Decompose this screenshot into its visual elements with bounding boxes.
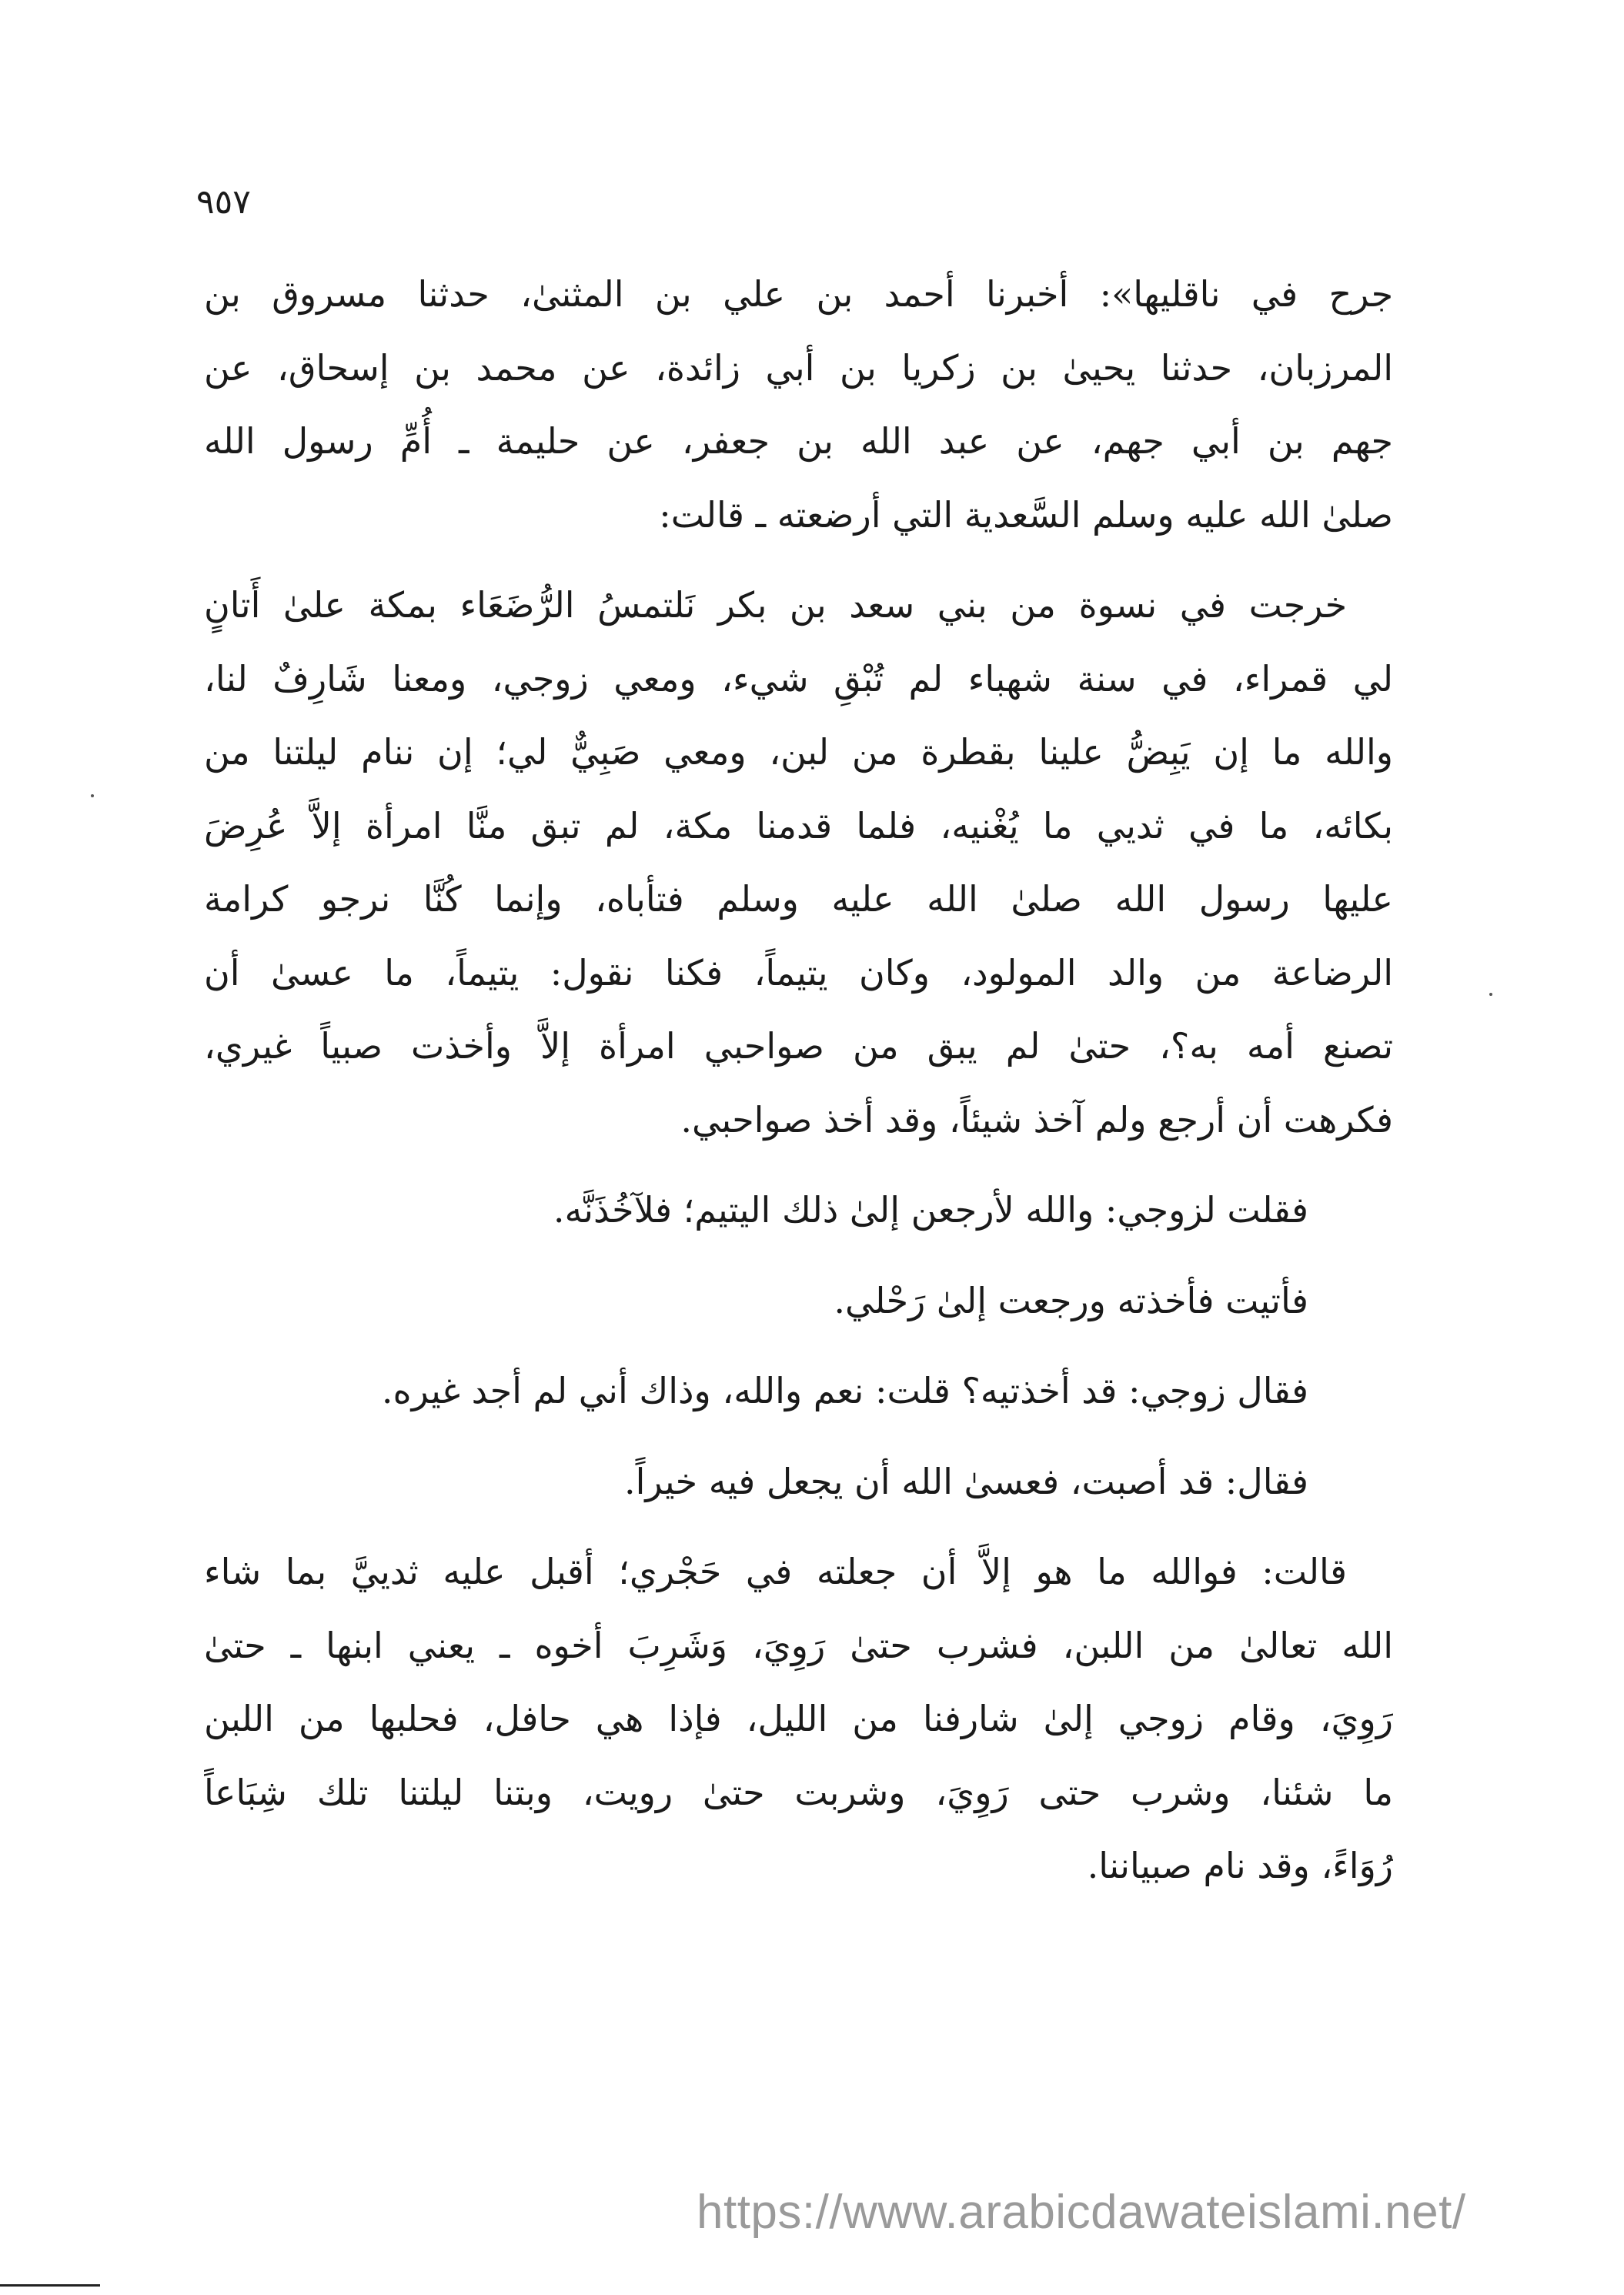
scan-edge-line — [0, 2284, 100, 2287]
text-line: قالت: فوالله ما هو إلاَّ أن جعلته في حَجْري؛ أقبل عليه ثدييَّ بما شاء — [204, 1551, 1347, 1592]
text-line: والله ما إن يَبِضُّ علينا بقطرة من لبن، ومعي صَبِيٌّ لي؛ إن ننام ليلتنا من — [204, 731, 1393, 773]
text-line: الله تعالىٰ من اللبن، فشرب حتىٰ رَوِيَ، وَشَرِبَ أخوه ـ يعني ابنها ـ حتىٰ — [204, 1624, 1393, 1666]
text-line: صلىٰ الله عليه وسلم السَّعدية التي أرضعته ـ قالت: — [659, 493, 1393, 536]
text-line: فأتيت فأخذته ورجعت إلىٰ رَحْلي. — [834, 1279, 1308, 1321]
text-line: رَوِيَ، وقام زوجي إلىٰ شارفنا من الليل، فإذا هي حافل، فحلبها من اللبن — [204, 1698, 1393, 1739]
text-line: فقال: قد أصبت، فعسىٰ الله أن يجعل فيه خيراً. — [623, 1460, 1308, 1502]
text-line: المرزبان، حدثنا يحيىٰ بن زكريا بن أبي زائدة، عن محمد بن إسحاق، عن — [204, 346, 1393, 389]
paragraph-gap — [204, 552, 1393, 569]
text-line: تصنع أمه به؟، حتىٰ لم يبق من صواحبي امرأة إلاَّ وأخذت صبياً غيري، — [204, 1025, 1393, 1067]
paragraph-gap — [204, 1518, 1393, 1535]
page-number: ٩٥٧ — [196, 182, 251, 222]
text-line: ما شئنا، وشرب حتى رَوِيَ، وشربت حتىٰ رويت، وبتنا ليلتنا تلك شِبَاعاً — [204, 1771, 1393, 1813]
text-line: فقال زوجي: قد أخذتيه؟ قلت: نعم والله، وذاك أني لم أجد غيره. — [381, 1370, 1308, 1411]
text-line: الرضاعة من والد المولود، وكان يتيماً، فكنا نقول: يتيماً، ما عسىٰ أن — [204, 951, 1393, 994]
text-line: جهم بن أبي جهم، عن عبد الله بن جعفر، عن حليمة ـ أُمِّ رسول الله — [204, 420, 1393, 462]
text-line: لي قمراء، في سنة شهباء لم تُبْقِ شيء، ومعي زوجي، ومعنا شَارِفٌ لنا، — [204, 657, 1393, 700]
watermark-url: https://www.arabicdawateislami.net/ — [697, 2186, 1466, 2239]
scan-speck — [1489, 993, 1492, 996]
text-line: فقلت لزوجي: والله لأرجعن إلىٰ ذلك اليتيم؛ فلآخُذَنَّه. — [553, 1189, 1308, 1231]
paragraph-gap — [204, 1428, 1393, 1445]
paragraph-gap — [204, 1157, 1393, 1174]
text-line: رُوَاءً، وقد نام صبياننا. — [1087, 1845, 1393, 1886]
text-line: جرح في ناقليها»: أخبرنا أحمد بن علي بن المثنىٰ، حدثنا مسروق بن — [204, 273, 1393, 315]
text-line: بكائه، ما في ثديي ما يُغْنيه، فلما قدمنا مكة، لم تبق منَّا امرأة إلاَّ عُرِضَ — [204, 804, 1393, 847]
paragraph-gap — [204, 1248, 1393, 1264]
scan-speck — [91, 794, 94, 797]
text-line: خرجت في نسوة من بني سعد بن بكر نَلتمسُ الرُّضَعَاء بمكة علىٰ أَتانٍ — [204, 584, 1347, 626]
paragraph-gap — [204, 1338, 1393, 1355]
body-text — [204, 258, 1393, 2051]
text-line: فكرهت أن أرجع ولم آخذ شيئاً، وقد أخذ صواحبي. — [680, 1098, 1393, 1141]
text-line: عليها رسول الله صلىٰ الله عليه وسلم فتأباه، وإنما كُنَّا نرجو كرامة — [204, 878, 1393, 920]
